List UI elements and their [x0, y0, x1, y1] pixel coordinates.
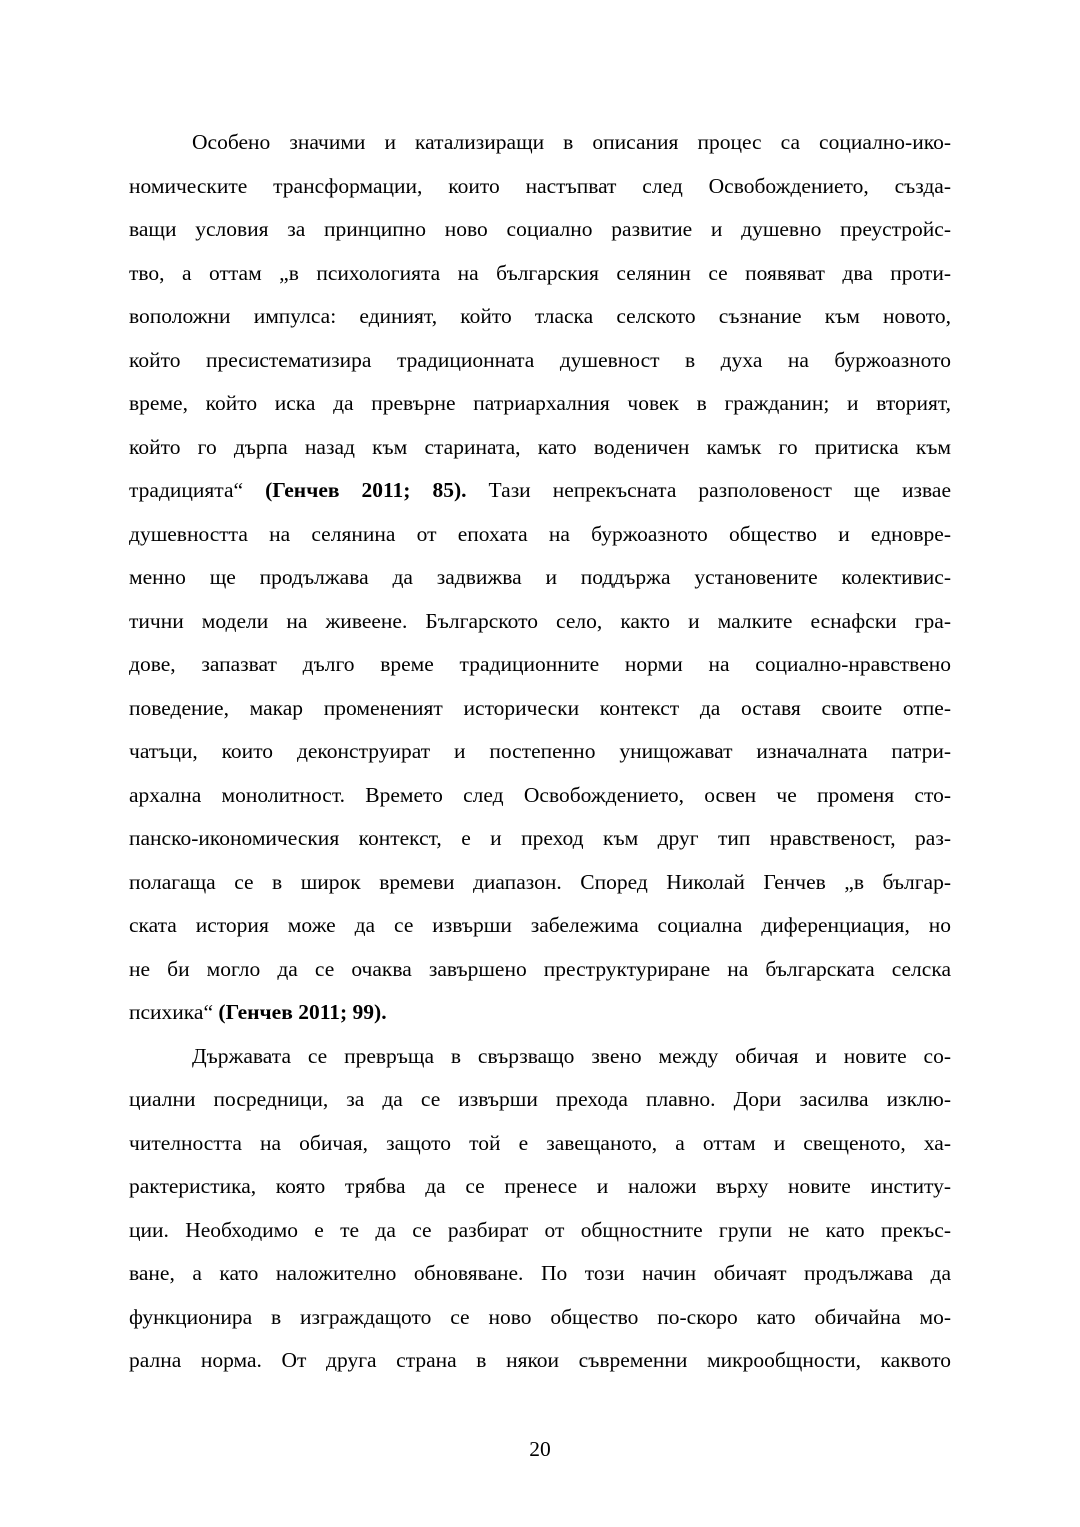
text-line: Държавата се превръща в свързващо звено между обичая и новите со- [192, 1043, 951, 1068]
text-segment: психика“ [129, 1000, 219, 1024]
paragraph-1 [129, 121, 951, 1035]
text-line: панско-икономическия контекст, е и преход към друг тип нравственост, раз- [129, 826, 951, 850]
paragraph-2 [129, 1035, 951, 1383]
text-line: време, който иска да превърне патриархалния човек в гражданин; и вторият, [129, 391, 951, 415]
text-line: ската история може да се извърши забележима социална диференциация, но [129, 913, 951, 937]
text-line: чителността на обичая, защото той е завещаното, а оттам и свещеното, ха- [129, 1130, 951, 1155]
text-line [129, 991, 951, 1035]
text-line: тво, а оттам „в психологията на българския селянин се появяват два проти- [129, 260, 951, 285]
text-line: ване, а като наложително обновяване. По този начин обичаят продължава да [129, 1261, 951, 1285]
text-line: менно ще продължава да задвижва и поддържа установените колективис- [129, 565, 951, 589]
citation: (Генчев 2011; 85). [265, 478, 467, 502]
text-line: воположни импулса: единият, който тласка селското съзнание към новото, [129, 304, 951, 328]
text-line: Особено значими и катализиращи в описания процес са социално-ико- [192, 130, 951, 154]
text-line [129, 469, 951, 513]
text-line: дове, запазват дълго време традиционните норми на социално-нравствено [129, 652, 951, 676]
text-segment: Тази непрекъсната разполовеност ще извае [466, 478, 951, 502]
page-number: 20 [529, 1437, 551, 1461]
text-line: чатъци, които деконструират и постепенно унищожават изначалната патри- [129, 739, 951, 763]
text-line: който го дърпа назад към старината, като воденичен камък го притиска към [129, 434, 951, 459]
citation: (Генчев 2011; 99). [218, 1000, 387, 1024]
text-line: ции. Необходимо е те да се разбират от общностните групи не като прекъс- [129, 1217, 951, 1242]
text-line: полагаща се в широк времеви диапазон. Според Николай Генчев „в българ- [129, 869, 951, 894]
text-line: поведение, макар промененият исторически контекст да оставя своите отпе- [129, 695, 951, 720]
page-body [129, 121, 951, 1383]
text-line: циални посредници, за да се извърши прехода плавно. Дори засилва изклю- [129, 1087, 951, 1111]
text-line: номическите трансформации, които настъпват след Освобождението, създа- [129, 173, 951, 198]
text-line: не би могло да се очаква завършено преструктуриране на българската селска [129, 956, 951, 981]
text-line: рактеристика, която трябва да се пренесе и наложи върху новите институ- [129, 1174, 951, 1198]
text-line: душевността на селянина от епохата на буржоазното общество и едновре- [129, 521, 951, 546]
text-line: тични модели на живеене. Българското село, както и малките еснафски гра- [129, 608, 951, 633]
text-segment: традицията“ [129, 478, 266, 502]
text-line: рална норма. От друга страна в някои съвременни микрообщности, каквото [129, 1348, 951, 1372]
text-line: който пресистематизира традиционната душевност в духа на буржоазното [129, 347, 951, 372]
text-line: функционира в изграждащото се ново общество по-скоро като обичайна мо- [129, 1304, 951, 1329]
text-line: архална монолитност. Времето след Освобождението, освен че променя сто- [129, 782, 951, 807]
text-line: ващи условия за принципно ново социално развитие и душевно преустройс- [129, 217, 951, 241]
